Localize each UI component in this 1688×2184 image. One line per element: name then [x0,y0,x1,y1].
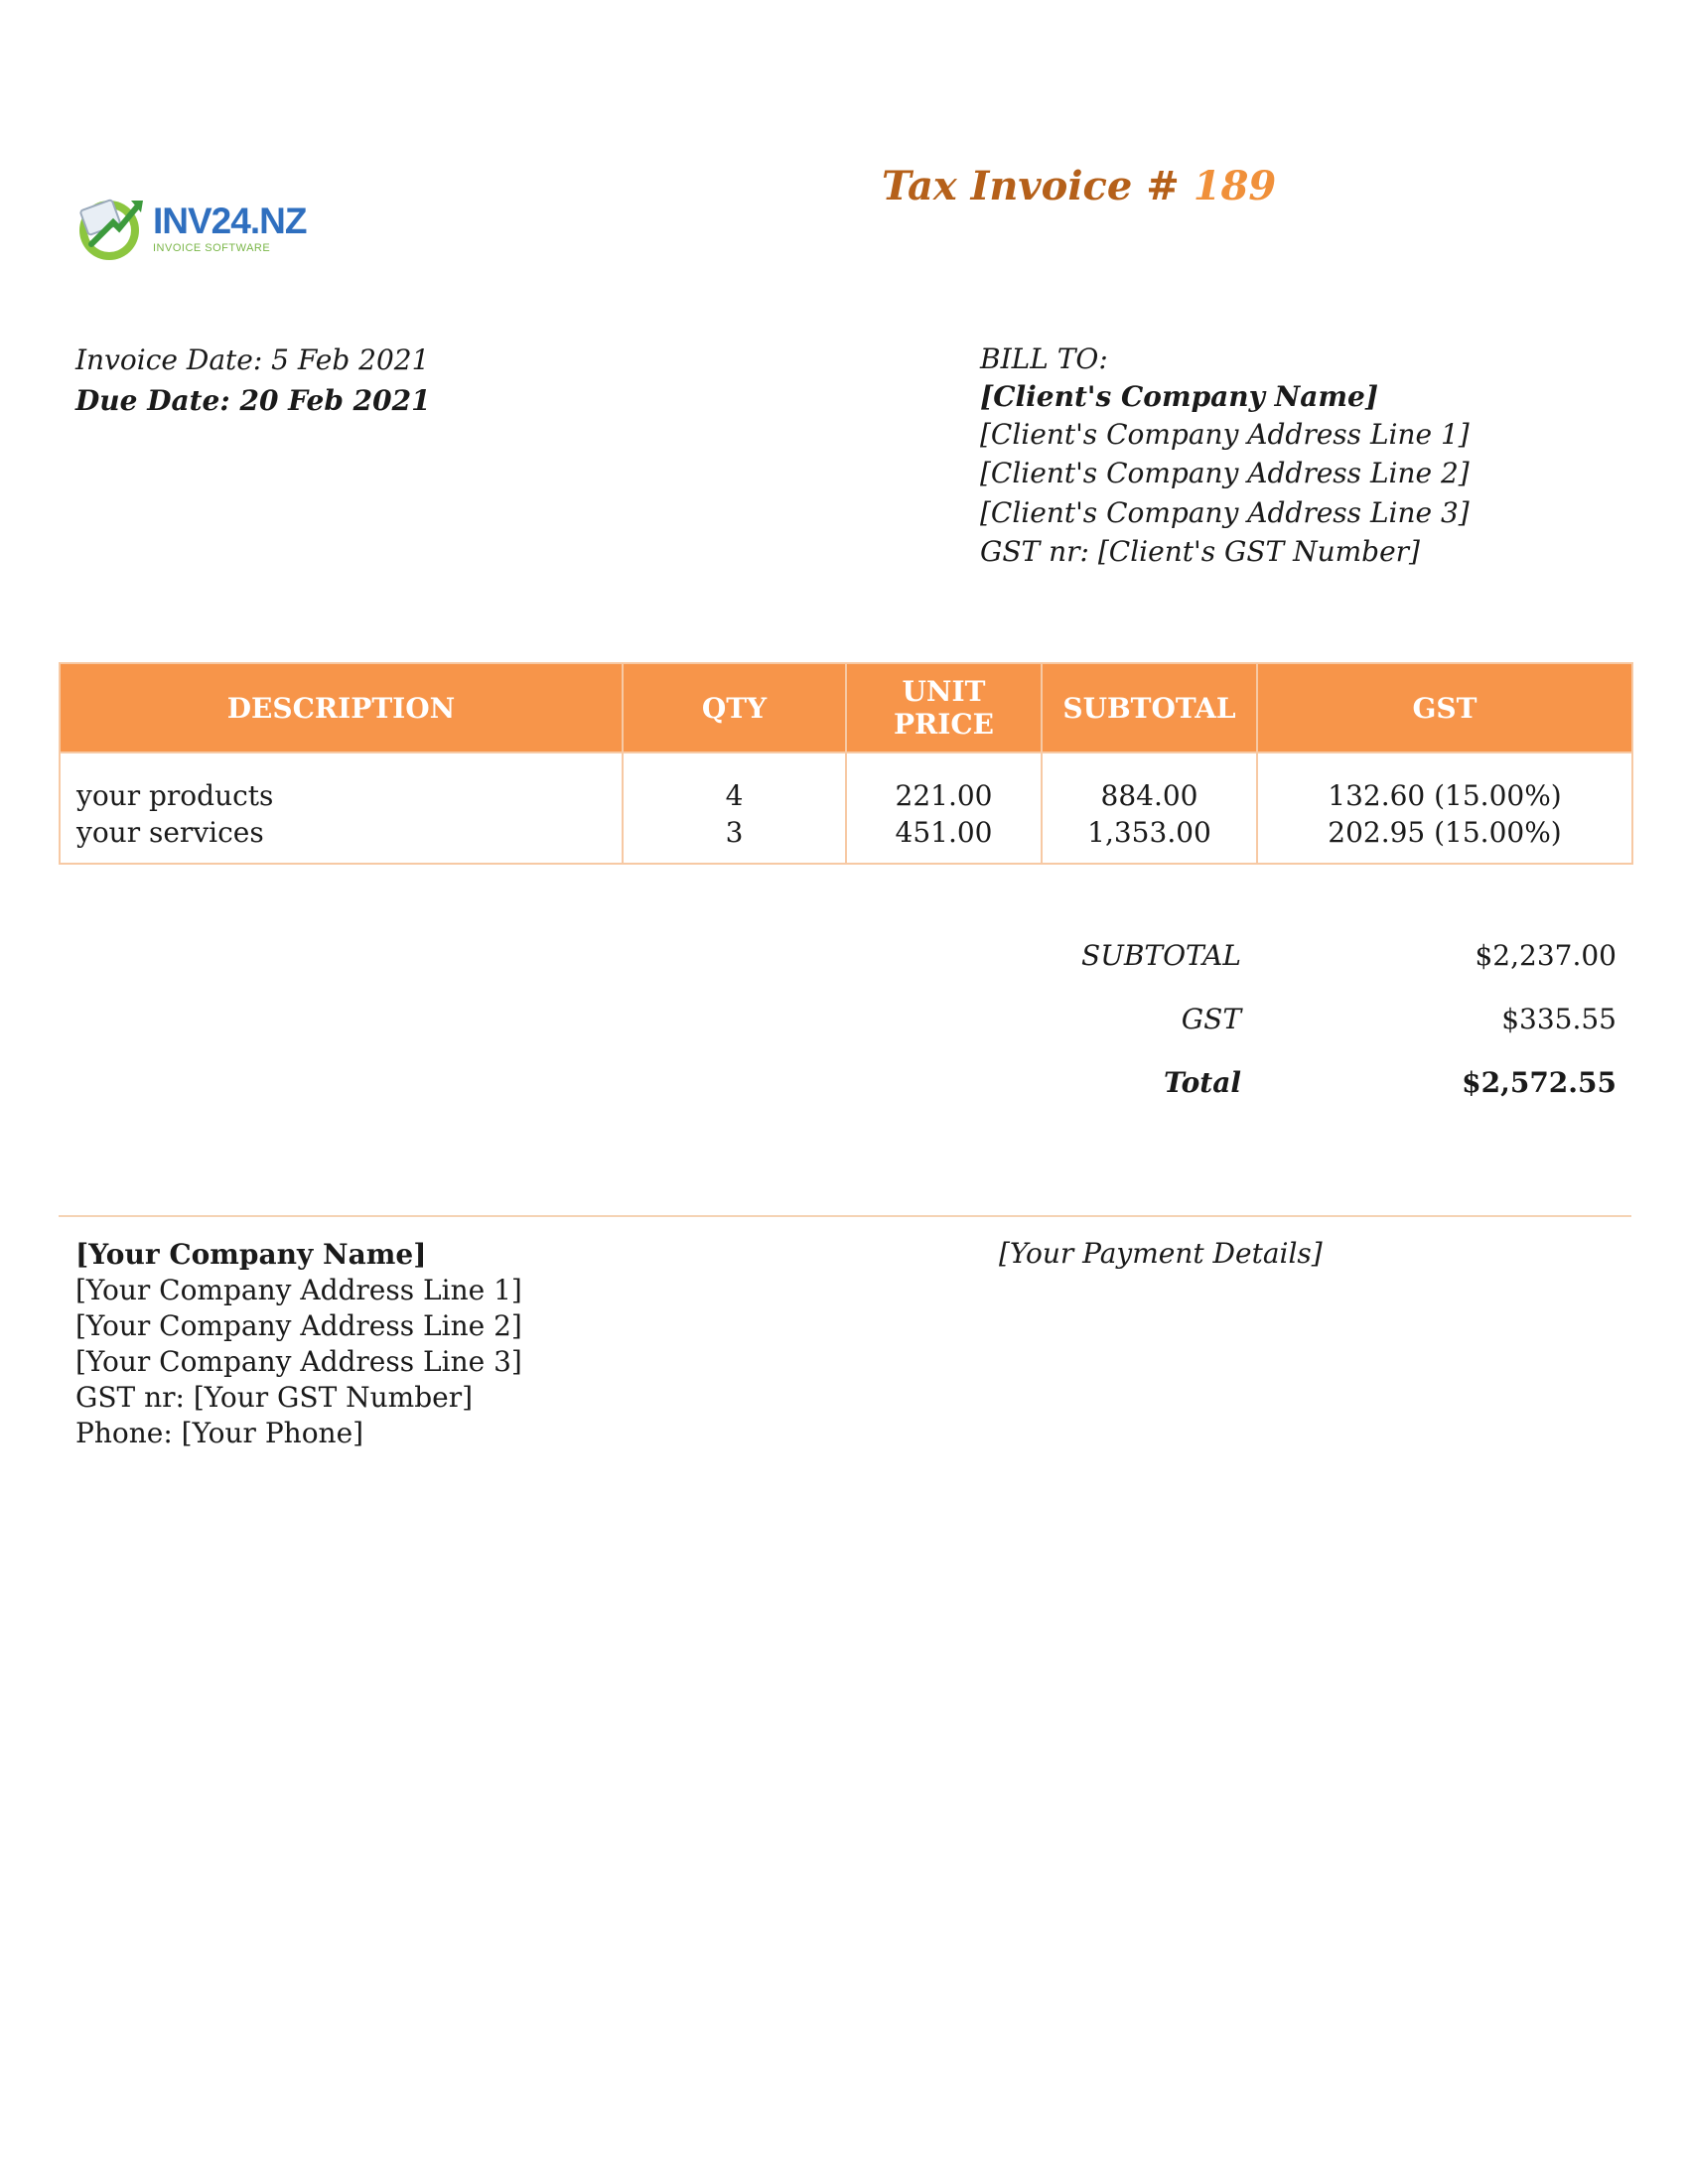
item-description: your services [76,816,264,849]
header-description: DESCRIPTION [60,663,623,752]
total-row [1033,1066,1617,1130]
item-gst: 132.60 (15.00%) [1328,779,1562,812]
invoice-title-prefix: Tax Invoice # [882,163,1180,209]
logo [75,191,307,266]
subtotal-value: $2,237.00 [1475,939,1617,972]
gst-row [1033,1003,1617,1066]
qty-cell [623,752,846,864]
header-subtotal: SUBTOTAL [1042,663,1257,752]
item-unit-price: 451.00 [895,816,993,849]
your-company-address-3: [Your Company Address Line 3] [75,1345,522,1378]
footer-divider [59,1215,1631,1217]
logo-brand: INV24.NZ [153,201,307,241]
your-company-address-1: [Your Company Address Line 1] [75,1274,522,1306]
item-description: your products [76,779,274,812]
due-date: Due Date: 20 Feb 2021 [75,384,431,417]
item-subtotal: 1,353.00 [1087,816,1211,849]
invoice-dates [75,340,431,421]
totals-block [1033,939,1617,1130]
bill-to-label: BILL TO: [980,342,1108,375]
total-label: Total [1163,1066,1241,1099]
item-qty: 3 [725,816,744,849]
subtotal-row [1033,939,1617,1003]
your-company-address-2: [Your Company Address Line 2] [75,1309,522,1342]
total-value: $2,572.55 [1462,1066,1617,1099]
bill-to-company: [Client's Company Name] [980,379,1379,413]
bill-to-address-1: [Client's Company Address Line 1] [980,417,1470,451]
payment-details: [Your Payment Details] [999,1237,1323,1270]
subtotal-cell [1042,752,1257,864]
item-subtotal: 884.00 [1100,779,1198,812]
gst-cell [1257,752,1632,864]
subtotal-label: SUBTOTAL [1081,939,1241,972]
your-phone: Phone: [Your Phone] [75,1417,364,1449]
description-cell [60,752,623,864]
bill-to-address-2: [Client's Company Address Line 2] [980,457,1470,489]
bill-to [980,340,1470,572]
invoice-title [882,163,1276,209]
unit-price-cell [846,752,1042,864]
header-qty: QTY [623,663,846,752]
gst-value: $335.55 [1501,1003,1617,1035]
line-items-table [59,662,1633,865]
item-gst: 202.95 (15.00%) [1328,816,1562,849]
invoice-date: Invoice Date: 5 Feb 2021 [75,343,430,376]
your-company-name: [Your Company Name] [75,1238,427,1271]
table-row [60,752,1632,864]
table-header-row [60,663,1632,752]
header-unit-price: UNIT PRICE [846,663,1042,752]
invoice-number: 189 [1193,163,1277,209]
logo-mark-icon [75,193,147,264]
bill-to-gst: GST nr: [Client's GST Number] [980,535,1420,568]
logo-tagline: INVOICE SOFTWARE [153,242,271,254]
header-gst: GST [1257,663,1632,752]
your-company [75,1237,522,1451]
your-gst-number: GST nr: [Your GST Number] [75,1381,474,1414]
item-qty: 4 [725,779,744,812]
item-unit-price: 221.00 [895,779,993,812]
gst-label: GST [1181,1003,1241,1035]
bill-to-address-3: [Client's Company Address Line 3] [980,495,1470,529]
